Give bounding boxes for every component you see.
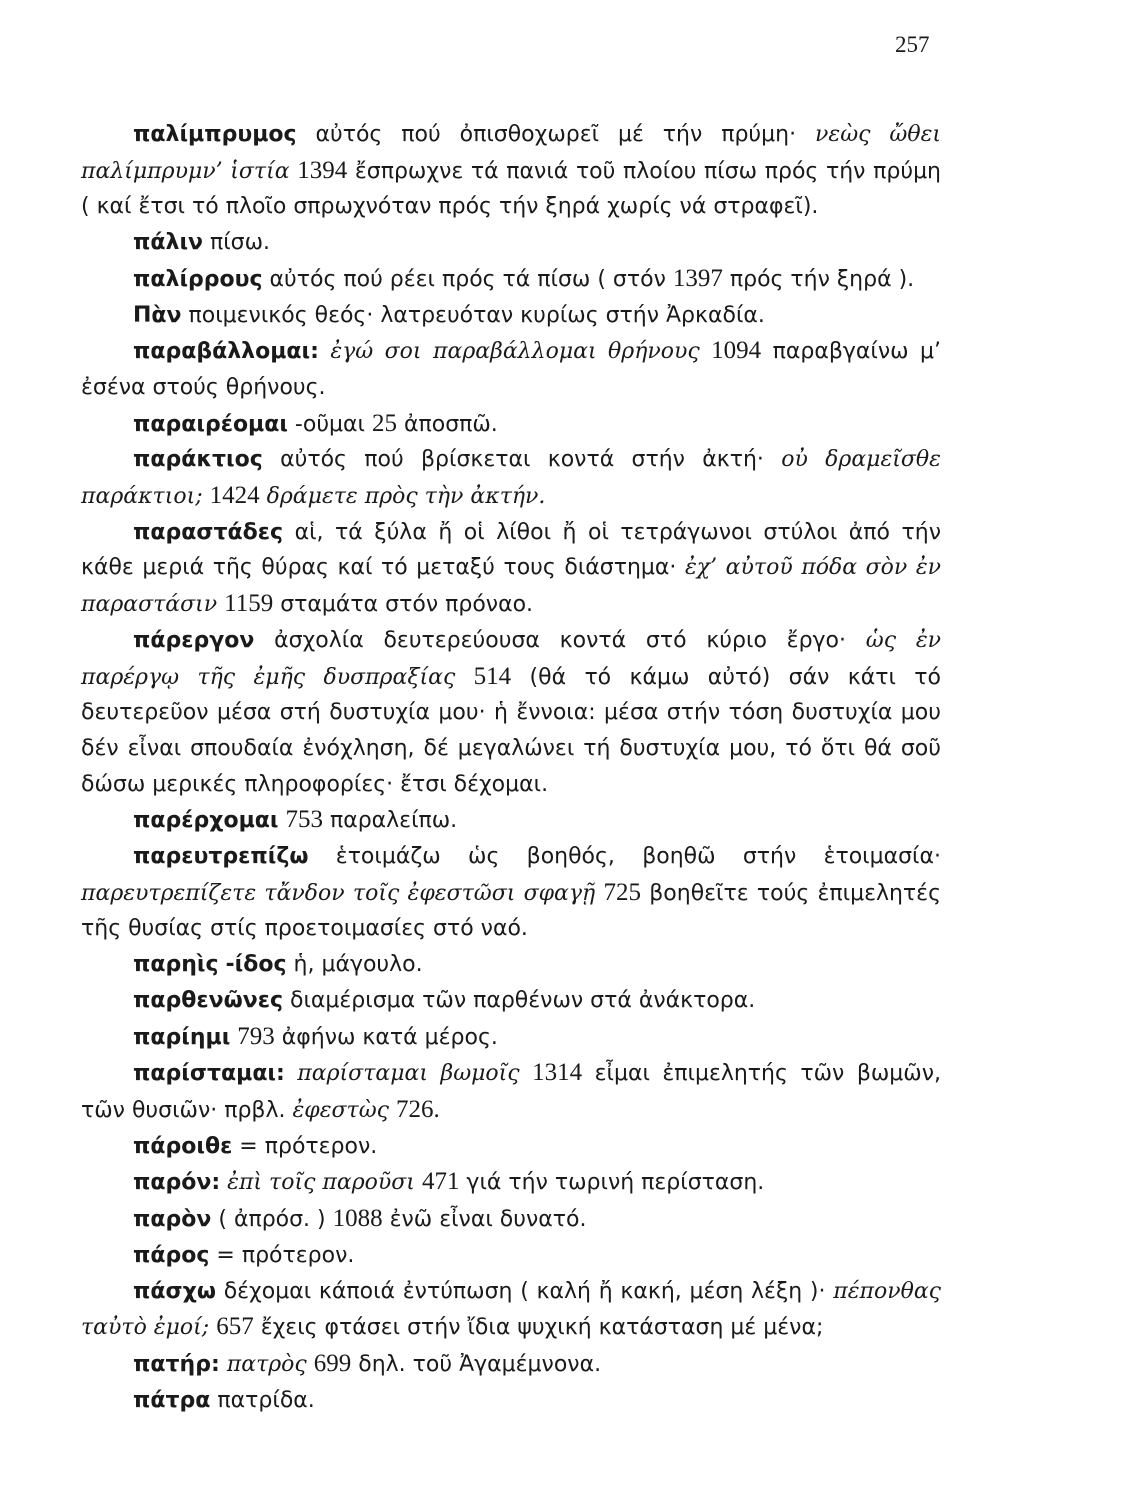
line-reference: 1159 (224, 590, 274, 618)
line-reference: 514 (473, 662, 512, 690)
headword: παραστάδες (133, 519, 284, 545)
headword: πάτρα (133, 1387, 211, 1413)
line-reference: 1094 (711, 337, 762, 365)
definition-text: αἱ, τά ξύλα ἤ οἱ λίθοι ἤ οἱ τετράγωνοι στύλοι ἀπό τήν κάθε μεριά τῆς θύρας καί τό μεταξύ τους διάστημα· (81, 519, 941, 581)
quotation: ὡς ἐν παρέργῳ τῆς ἐμῆς δυσπραξίας (81, 627, 941, 690)
quotation: πέπονθας ταὐτὸ ἐμοί; (81, 1278, 941, 1341)
line-reference: 1394 (297, 156, 348, 184)
glossary-entry (81, 1201, 941, 1238)
glossary-entry (81, 983, 941, 1019)
line-reference: 1424 (209, 482, 260, 510)
quotation: οὐ δραμεῖσθε παράκτιοι; (81, 447, 941, 510)
headword: πάρος (133, 1242, 210, 1268)
glossary-entry (81, 1238, 941, 1274)
definition-text (319, 339, 330, 364)
definition-text: ἡ, μάγουλο. (286, 952, 423, 978)
line-reference: 793 (237, 1022, 275, 1050)
quotation: νεὼς ὤθει παλίμπρυμν’ ἱστία (81, 122, 941, 184)
definition-text: ἔχεις φτάσει στήν ἴδια ψυχική κατάσταση μέ μένα; (253, 1315, 824, 1341)
headword: παλίρρους (133, 266, 263, 292)
headword: πάσχω (133, 1278, 216, 1304)
definition-text: πρός τήν ξηρά ). (722, 266, 915, 292)
definition-text: σταμάτα στόν πρόναο. (273, 592, 534, 618)
line-reference: 1397 (672, 264, 723, 292)
headword: παρευτρεπίζω (133, 844, 309, 870)
definition-text: ἀποσπῶ. (397, 411, 498, 437)
line-reference: 25 (372, 409, 397, 437)
glossary-entry (81, 1019, 941, 1056)
glossary-entry (81, 947, 941, 983)
line-reference: 726. (395, 1095, 440, 1123)
glossary-entry (81, 515, 941, 623)
definition-text (520, 1061, 532, 1086)
line-reference: 699 (313, 1349, 352, 1377)
definition-text (415, 1170, 422, 1195)
definition-text (389, 1098, 396, 1123)
glossary-entry (81, 1164, 941, 1201)
line-reference: 1314 (532, 1059, 583, 1087)
definition-text: = πρότερον. (232, 1133, 378, 1159)
definition-text: εἶμαι ἐπιμελητής τῶν βωμῶν, τῶν θυσιῶν· πρβλ. (81, 1061, 941, 1123)
glossary-entry (81, 1346, 941, 1383)
headword: παρέρχομαι (133, 808, 279, 834)
quotation: δράμετε πρὸς τὴν ἀκτήν. (266, 484, 546, 510)
definition-text: ἀφήνω κατά μέρος. (274, 1024, 498, 1050)
definition-text: πίσω. (203, 230, 271, 256)
definition-text: παραβγαίνω μ’ ἐσένα στούς θρήνους. (81, 339, 941, 400)
definition-text (700, 339, 711, 364)
glossary-entries (81, 117, 941, 1418)
glossary-entry (81, 117, 941, 225)
definition-text: αὐτός πού ὀπισθοχωρεῖ μέ τήν πρύμη· (296, 122, 816, 147)
glossary-entry (81, 623, 941, 803)
quotation: παρευτρεπίζετε τἄνδον τοῖς ἐφεστῶσι σφαγῇ (81, 880, 596, 906)
quotation: πατρὸς (226, 1351, 307, 1377)
glossary-entry (81, 1274, 941, 1346)
line-reference: 725 (603, 878, 641, 906)
page-number: 257 (895, 32, 930, 57)
definition-text: βοηθεῖτε τούς ἐπιμελητές τῆς θυσίας στίς προετοιμασίες στό ναό. (81, 880, 941, 942)
glossary-entry (81, 225, 941, 261)
headword: παρίσταμαι: (133, 1061, 285, 1087)
definition-text: αὐτός πού ρέει πρός τά πίσω ( στόν (262, 266, 673, 292)
definition-text (307, 1352, 314, 1377)
headword: παραιρέομαι (133, 411, 288, 437)
definition-text: ποιμενικός θεός· λατρευόταν κυρίως στήν Ἀρκαδία. (181, 302, 765, 328)
definition-text: = πρότερον. (209, 1242, 355, 1268)
quotation: ἐγώ σοι παραβάλλομαι θρήνους (330, 339, 700, 365)
definition-text: πατρίδα. (210, 1387, 315, 1413)
glossary-entry (81, 298, 941, 334)
headword: παλίμπρυμος (133, 122, 297, 147)
quotation: ἐχ’ αὐτοῦ πόδα σὸν ἐν παραστάσιν (81, 555, 942, 618)
quotation: ἐπὶ τοῖς παροῦσι (227, 1170, 415, 1196)
headword: παρθενῶνες (133, 987, 284, 1013)
headword: πατήρ: (133, 1351, 220, 1377)
glossary-entry (81, 1055, 941, 1128)
definition-text (455, 665, 473, 690)
glossary-entry (81, 802, 941, 839)
glossary-entry (81, 1383, 941, 1419)
headword: -ίδος (225, 952, 287, 978)
headword: παρόν: (133, 1170, 221, 1196)
definition-text: ἑτοιμάζω ὡς βοηθός, βοηθῶ στήν ἑτοιμασία· (308, 844, 941, 870)
quotation: παρίσταμαι βωμοῖς (297, 1061, 520, 1087)
headword: παρὸν (133, 1207, 212, 1233)
quotation: ἐφεστὼς (292, 1097, 389, 1123)
definition-text: ἔσπρωχνε τά πανιά τοῦ πλοίου πίσω πρός τήν πρύμη ( καί ἔτσι τό πλοῖο σπρωχνόταν πρός τήν ξηρά χωρίς νά στραφεῖ). (81, 158, 942, 220)
line-reference: 657 (216, 1313, 254, 1341)
definition-text: -οῦμαι (287, 411, 372, 437)
definition-text: ἀσχολία δευτερεύουσα κοντά στό κύριο ἔργο· (254, 627, 866, 653)
glossary-entry (81, 839, 941, 947)
glossary-entry (81, 261, 941, 298)
headword: πάρεργον (133, 627, 255, 653)
headword: Πὰν (133, 302, 182, 328)
headword: πάλιν (133, 230, 203, 256)
glossary-entry (81, 1129, 941, 1165)
glossary-entry (81, 442, 941, 514)
definition-text: ἐνῶ εἶναι δυνατό. (382, 1207, 587, 1233)
definition-text (260, 484, 267, 509)
definition-text: αὐτός πού βρίσκεται κοντά στήν ἀκτή· (262, 447, 782, 473)
definition-text (220, 1352, 227, 1377)
definition-text: παραλείπω. (322, 808, 458, 834)
headword: παράκτιος (133, 447, 263, 473)
headword: παρηὶς (133, 952, 219, 978)
line-reference: 471 (421, 1168, 460, 1196)
definition-text: δέχομαι κάποιά ἐντύπωση ( καλή ἤ κακή, μέση λέξη )· (215, 1278, 834, 1304)
definition-text (219, 952, 226, 977)
definition-text: διαμέρισμα τῶν παρθένων στά ἀνάκτορα. (283, 987, 756, 1013)
glossary-entry (81, 406, 941, 443)
definition-text: ( ἀπρόσ. ) (211, 1207, 333, 1233)
definition-text (203, 484, 210, 509)
definition-text: δηλ. τοῦ Ἀγαμέμνονα. (351, 1351, 602, 1377)
headword: πάροιθε (133, 1133, 233, 1159)
definition-text: γιά τήν τωρινή περίσταση. (459, 1170, 765, 1196)
line-reference: 1088 (332, 1205, 383, 1233)
definition-text: (θά τό κάμω αὐτό) σάν κάτι τό δευτερεῦον μέσα στή δυστυχία μου· ἡ ἔννοια: μέσα στήν τόση δυστυχία μου δέν εἶναι σπουδαία ἐνόχληση, δέ μεγαλώνει τή δυστυχία μου, τό ὅτι θά σοῦ δώσω μερικές πληροφορίες· ἔτσι δέχομαι. (81, 664, 941, 797)
headword: παρίημι (133, 1024, 231, 1050)
headword: παραβάλλομαι: (133, 339, 319, 365)
definition-text (285, 1061, 297, 1086)
line-reference: 753 (285, 806, 323, 834)
glossary-entry (81, 333, 941, 405)
